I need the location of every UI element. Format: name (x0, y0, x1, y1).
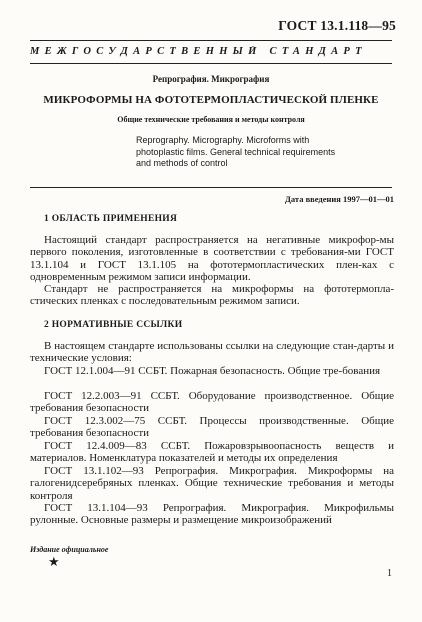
english-title-line: photoplastic films. General technical requirements (136, 146, 336, 157)
reference-item: ГОСТ 12.2.003—91 ССБТ. Оборудование производственное. Общие требования безопасности (30, 390, 394, 415)
paragraph: Стандарт не распространяется на микроформы на фототермопла-стических пленках с последовательным режимом записи. (30, 283, 394, 308)
official-edition-note: Издание официальное (30, 545, 109, 554)
reference-item: ГОСТ 12.4.009—83 ССБТ. Пожаровзрывоопасность веществ и материалов. Номенклатура показателей и методы их определения (30, 440, 394, 465)
english-title-line: Reprography. Micrography. Microforms with (136, 135, 310, 145)
section-heading: 1 ОБЛАСТЬ ПРИМЕНЕНИЯ (44, 214, 178, 224)
page-number: 1 (387, 568, 392, 579)
document-subject: Репрография. Микрография (152, 74, 270, 84)
star-icon: ★ (48, 554, 60, 569)
paragraph: В настоящем стандарте использованы ссылки на следующие стан-дарты и технические условия: (30, 340, 394, 365)
english-title (136, 135, 366, 170)
reference-item: ГОСТ 12.3.002—75 ССБТ. Процессы производственные. Общие требования безопасности (30, 415, 394, 440)
top-rule (30, 40, 392, 41)
document-subtitle: Общие технические требования и методы контроля (117, 115, 305, 124)
banner-rule (30, 63, 392, 64)
interstate-standard-banner: МЕЖГОСУДАРСТВЕННЫЙ СТАНДАРТ (30, 46, 367, 57)
document-code: ГОСТ 13.1.118—95 (278, 18, 396, 33)
reference-item: ГОСТ 13.1.102—93 Репрография. Микрография. Микроформы на галогенидсеребряных пленках. Общие технические требования и методы контроля (30, 465, 394, 502)
section-rule (30, 187, 392, 188)
document-title: МИКРОФОРМЫ НА ФОТОТЕРМОПЛАСТИЧЕСКОЙ ПЛЕНКЕ (43, 94, 379, 106)
english-title-line: and methods of control (136, 158, 228, 168)
introduction-date: Дата введения 1997—01—01 (285, 194, 394, 204)
reference-item: ГОСТ 12.1.004—91 ССБТ. Пожарная безопасность. Общие тре-бования (44, 365, 381, 377)
paragraph: Настоящий стандарт распространяется на негативные микрофор-мы первого поколения, изготовленные в соответствии с требования-ми ГОСТ 13.1.104 и ГОСТ 13.1.105 на фототермопластических плен-ках с одновременным режимом записи информации. (30, 234, 394, 283)
reference-item: ГОСТ 13.1.104—93 Репрография. Микрография. Микрофильмы рулонные. Основные размеры и размещение микроизображений (30, 502, 394, 527)
section-heading: 2 НОРМАТИВНЫЕ ССЫЛКИ (44, 320, 183, 330)
